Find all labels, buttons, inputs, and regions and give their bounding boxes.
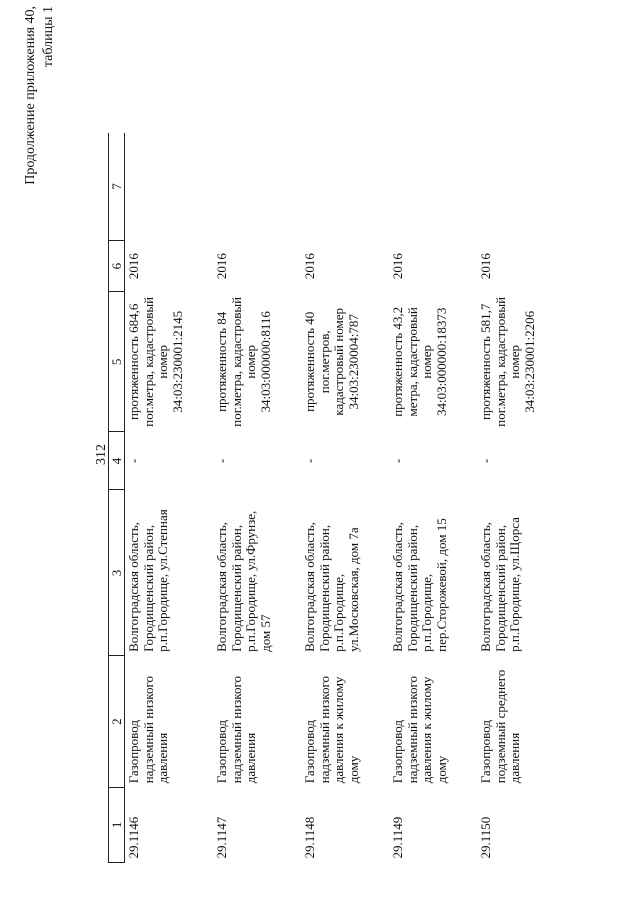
header-col-7: 7 xyxy=(109,133,125,241)
cell-col4: - xyxy=(478,458,493,464)
cell-address: Волгоградская область, Городищенский район, р.п.Городище, пер.Сторожевой, дом 15 xyxy=(390,518,449,652)
table-row xyxy=(301,133,389,863)
cell-year: 2016 xyxy=(390,253,405,280)
header-col-2: 2 xyxy=(109,656,125,787)
cell-col4: - xyxy=(302,458,317,464)
cell-address: Волгоградская область, Городищенский район, р.п.Городище, ул.Щорса xyxy=(478,517,522,652)
cell-desc: протяженность 684,6 пог.метра, кадастровый номер 34:03:230001:2145 xyxy=(126,296,185,427)
cell-name: Газопровод надземный низкого давления к жилому дому xyxy=(390,676,449,784)
header-col-6: 6 xyxy=(109,241,125,292)
header-col-4: 4 xyxy=(109,432,125,490)
cell-address: Волгоградская область, Городищенский район, р.п.Городище, ул.Степная xyxy=(126,509,170,652)
cell-num: 29.1147 xyxy=(214,816,229,859)
cell-col7 xyxy=(213,133,301,241)
header-col-1: 1 xyxy=(109,787,125,862)
cell-col7 xyxy=(477,133,565,241)
header-col-3: 3 xyxy=(109,490,125,656)
cell-col7 xyxy=(389,133,477,241)
table-row xyxy=(125,133,214,863)
page-number: 312 xyxy=(94,444,109,465)
cell-num: 29.1148 xyxy=(302,816,317,859)
appendix-caption xyxy=(22,6,58,266)
cell-address: Волгоградская область, Городищенский район, р.п.Городище, ул.Фрунзе, дом 57 xyxy=(214,510,273,652)
cell-desc: протяженность 84 пог.метра, кадастровый номер 34:03:000000:8116 xyxy=(214,296,273,427)
cell-name: Газопровод надземный низкого давления xyxy=(126,676,170,784)
table-row xyxy=(389,133,477,863)
cell-year: 2016 xyxy=(214,253,229,280)
table-row xyxy=(213,133,301,863)
cell-col4: - xyxy=(214,458,229,464)
cell-year: 2016 xyxy=(126,253,141,280)
cell-col7 xyxy=(125,133,214,241)
table-row xyxy=(477,133,565,863)
cell-name: Газопровод надземный низкого давления xyxy=(214,676,258,784)
cell-name: Газопровод надземный низкого давления к жилому дому xyxy=(302,676,361,784)
cell-name: Газопровод подземный среднего давления xyxy=(478,669,522,784)
table-header-row xyxy=(109,133,125,863)
cell-num: 29.1149 xyxy=(390,816,405,859)
caption-line-2: таблицы 1 xyxy=(41,6,56,68)
cell-num: 29.1146 xyxy=(126,816,141,859)
caption-line-1: Продолжение приложения 40, xyxy=(23,6,38,185)
cell-col7 xyxy=(301,133,389,241)
assets-table xyxy=(108,133,565,863)
cell-col4: - xyxy=(126,458,141,464)
cell-desc: протяженность 581,7 пог.метра, кадастровый номер 34:03:230001:2206 xyxy=(478,296,537,427)
cell-num: 29.1150 xyxy=(478,816,493,859)
cell-desc: протяженность 43,2 метра, кадастровый номер 34:03:000000:18373 xyxy=(390,306,449,417)
cell-year: 2016 xyxy=(302,253,317,280)
cell-year: 2016 xyxy=(478,253,493,280)
cell-desc: протяженность 40 пог.метров, кадастровый номер 34:03:230004:787 xyxy=(302,307,361,416)
cell-col4: - xyxy=(390,458,405,464)
cell-address: Волгоградская область, Городищенский район, р.п.Городище, ул.Московская, дом 7а xyxy=(302,522,361,652)
header-col-5: 5 xyxy=(109,292,125,432)
